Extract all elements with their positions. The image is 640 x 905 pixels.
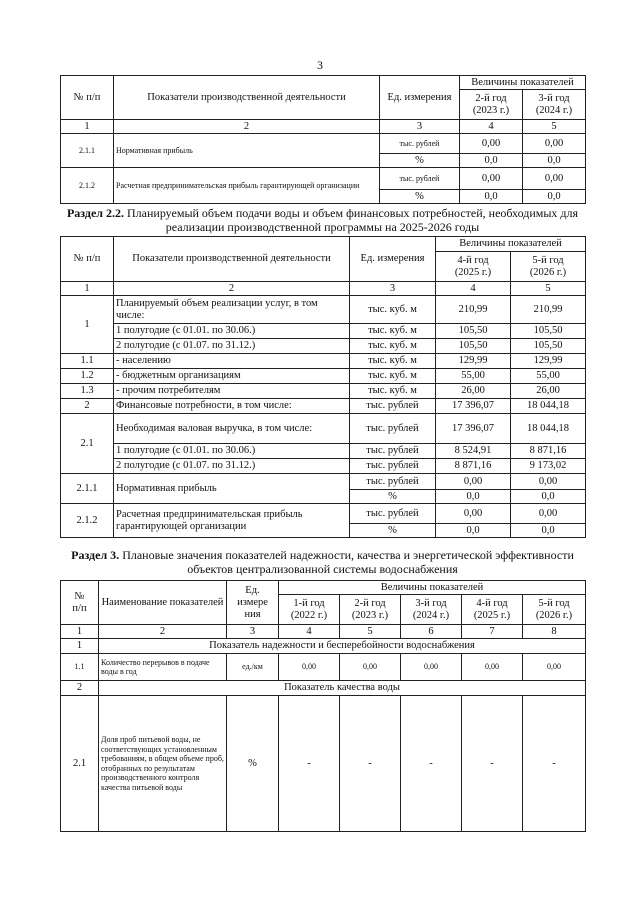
row-value: 210,99: [511, 296, 586, 324]
header-name: Наименование показателей: [99, 581, 227, 625]
header-year-4: 4-й год (2025 г.): [462, 595, 523, 625]
row-unit: тыс. рублей: [350, 474, 436, 490]
row-value: 26,00: [436, 384, 511, 399]
row-value: 0,00: [436, 474, 511, 490]
row-unit: тыс. рублей: [350, 414, 436, 444]
row-value: 26,00: [511, 384, 586, 399]
row-name: Планируемый объем реализации услуг, в том числе:: [114, 296, 350, 324]
col-number: 3: [350, 282, 436, 296]
row-value: 105,50: [436, 339, 511, 354]
col-number: 6: [401, 625, 462, 639]
col-number: 2: [114, 120, 380, 134]
row-name: - прочим потребителям: [114, 384, 350, 399]
row-num: 2.1: [61, 414, 114, 474]
col-number: 1: [61, 282, 114, 296]
group-num: 1: [61, 639, 99, 654]
col-number: 4: [436, 282, 511, 296]
col-number: 1: [61, 120, 114, 134]
row-value: 0,00: [340, 654, 401, 681]
row-value: -: [462, 696, 523, 832]
group-title: Показатель надежности и бесперебойности водоснабжения: [99, 639, 586, 654]
row-value: 105,50: [511, 324, 586, 339]
row-unit: тыс. куб. м: [350, 369, 436, 384]
row-unit: тыс. рублей: [350, 459, 436, 474]
section-title: Планируемый объем подачи воды и объем финансовых потребностей, необходимых для реализации производственной программы на 2025-2026 годы: [124, 206, 579, 234]
row-unit: тыс. рублей: [380, 134, 460, 154]
row-value: 210,99: [436, 296, 511, 324]
row-name: Нормативная прибыль: [114, 134, 380, 168]
col-number: 7: [462, 625, 523, 639]
header-year-2: 2-й год (2023 г.): [460, 90, 523, 120]
row-num: 2.1.1: [61, 474, 114, 504]
header-unit: Ед. измерения: [350, 237, 436, 282]
row-unit: тыс. рублей: [350, 444, 436, 459]
col-number: 5: [340, 625, 401, 639]
col-number: 5: [523, 120, 586, 134]
row-value: 0,00: [401, 654, 462, 681]
header-values: Величины показателей: [436, 237, 586, 252]
row-unit: %: [380, 190, 460, 204]
section-2-2-heading: [60, 206, 585, 234]
row-num: 1.1: [61, 354, 114, 369]
section-3-heading: [60, 548, 585, 576]
row-value: 129,99: [436, 354, 511, 369]
row-value: 0,0: [523, 154, 586, 168]
section-title: Плановые значения показателей надежности, качества и энергетической эффективности объектов централизованной системы водоснабжения: [119, 548, 574, 576]
row-num: 2.1: [61, 696, 99, 832]
row-name: Финансовые потребности, в том числе:: [114, 399, 350, 414]
row-name: 2 полугодие (с 01.07. по 31.12.): [114, 459, 350, 474]
header-year-5: 5-й год (2026 г.): [523, 595, 586, 625]
row-value: 0,0: [511, 490, 586, 504]
section-label: Раздел 3.: [71, 548, 120, 562]
row-value: 17 396,07: [436, 414, 511, 444]
col-number: 5: [511, 282, 586, 296]
row-name: Расчетная предпринимательская прибыль гарантирующей организации: [114, 504, 350, 538]
group-title: Показатель качества воды: [99, 681, 586, 696]
row-num: 2: [61, 399, 114, 414]
row-name: - бюджетным организациям: [114, 369, 350, 384]
row-value: 8 871,16: [511, 444, 586, 459]
header-unit: Ед. измере ния: [227, 581, 279, 625]
row-value: 17 396,07: [436, 399, 511, 414]
row-value: 9 173,02: [511, 459, 586, 474]
row-name: Доля проб питьевой воды, не соответствующих установленным требованиям, в общем объеме проб, отобранных по результатам производственного контроля качества питьевой воды: [99, 696, 227, 832]
row-value: 0,0: [460, 190, 523, 204]
col-number: 8: [523, 625, 586, 639]
row-value: 0,00: [511, 474, 586, 490]
row-num: 2.1.2: [61, 504, 114, 538]
row-unit: тыс. куб. м: [350, 354, 436, 369]
row-name: 1 полугодие (с 01.01. по 30.06.): [114, 324, 350, 339]
row-value: -: [523, 696, 586, 832]
row-value: 55,00: [511, 369, 586, 384]
header-year-1: 1-й год (2022 г.): [279, 595, 340, 625]
page-number: 3: [317, 58, 323, 72]
row-num: 2.1.1: [61, 134, 114, 168]
row-value: -: [340, 696, 401, 832]
row-value: 0,0: [523, 190, 586, 204]
row-value: 0,00: [523, 168, 586, 190]
row-value: 0,00: [279, 654, 340, 681]
header-year-3: 3-й год (2024 г.): [401, 595, 462, 625]
col-number: 1: [61, 625, 99, 639]
row-num: 2.1.2: [61, 168, 114, 204]
row-value: 0,00: [511, 504, 586, 524]
row-value: 0,0: [436, 490, 511, 504]
row-num: 1.3: [61, 384, 114, 399]
table-planned-volume-2025-2026: [60, 236, 586, 538]
row-value: 0,00: [460, 134, 523, 154]
header-year-3: 3-й год (2024 г.): [523, 90, 586, 120]
header-year-4: 4-й год (2025 г.): [436, 252, 511, 282]
table-production-indicators-2023-2024: [60, 75, 586, 204]
row-value: 105,50: [436, 324, 511, 339]
row-value: -: [401, 696, 462, 832]
row-value: 0,0: [511, 524, 586, 538]
row-value: 8 871,16: [436, 459, 511, 474]
header-indicator: Показатели производственной деятельности: [114, 237, 350, 282]
header-indicator: Показатели производственной деятельности: [114, 76, 380, 120]
row-name: Нормативная прибыль: [114, 474, 350, 504]
header-values: Величины показателей: [279, 581, 586, 595]
row-num: 1: [61, 296, 114, 354]
row-name: Количество перерывов в подаче воды в год: [99, 654, 227, 681]
col-number: 3: [227, 625, 279, 639]
row-unit: тыс. куб. м: [350, 296, 436, 324]
row-unit: %: [350, 524, 436, 538]
col-number: 3: [380, 120, 460, 134]
row-unit: %: [227, 696, 279, 832]
header-values: Величины показателей: [460, 76, 586, 90]
table-reliability-quality-indicators: [60, 580, 586, 832]
row-unit: тыс. куб. м: [350, 384, 436, 399]
row-value: 129,99: [511, 354, 586, 369]
row-value: 8 524,91: [436, 444, 511, 459]
row-value: 55,00: [436, 369, 511, 384]
row-value: 0,00: [523, 134, 586, 154]
row-num: 1.1: [61, 654, 99, 681]
group-num: 2: [61, 681, 99, 696]
row-value: 18 044,18: [511, 414, 586, 444]
row-value: 105,50: [511, 339, 586, 354]
col-number: 4: [460, 120, 523, 134]
row-value: 0,00: [462, 654, 523, 681]
row-unit: тыс. рублей: [350, 399, 436, 414]
row-unit: ед./км: [227, 654, 279, 681]
row-unit: тыс. куб. м: [350, 324, 436, 339]
row-name: 2 полугодие (с 01.07. по 31.12.): [114, 339, 350, 354]
row-value: -: [279, 696, 340, 832]
row-value: 0,0: [460, 154, 523, 168]
col-number: 4: [279, 625, 340, 639]
header-num: № п/п: [61, 237, 114, 282]
col-number: 2: [114, 282, 350, 296]
row-value: 0,00: [460, 168, 523, 190]
row-num: 1.2: [61, 369, 114, 384]
row-value: 0,00: [436, 504, 511, 524]
header-year-5: 5-й год (2026 г.): [511, 252, 586, 282]
row-unit: тыс. куб. м: [350, 339, 436, 354]
header-unit: Ед. измерения: [380, 76, 460, 120]
row-name: Расчетная предпринимательская прибыль гарантирующей организации: [114, 168, 380, 204]
row-value: 0,0: [436, 524, 511, 538]
section-label: Раздел 2.2.: [66, 206, 125, 220]
col-number: 2: [99, 625, 227, 639]
row-unit: %: [350, 490, 436, 504]
row-value: 0,00: [523, 654, 586, 681]
row-unit: тыс. рублей: [350, 504, 436, 524]
header-num: № п/п: [61, 76, 114, 120]
row-name: Необходимая валовая выручка, в том числе:: [114, 414, 350, 444]
row-value: 18 044,18: [511, 399, 586, 414]
header-year-2: 2-й год (2023 г.): [340, 595, 401, 625]
row-unit: тыс. рублей: [380, 168, 460, 190]
row-name: 1 полугодие (с 01.01. по 30.06.): [114, 444, 350, 459]
row-unit: %: [380, 154, 460, 168]
row-name: - населению: [114, 354, 350, 369]
header-num: № п/п: [61, 581, 99, 625]
